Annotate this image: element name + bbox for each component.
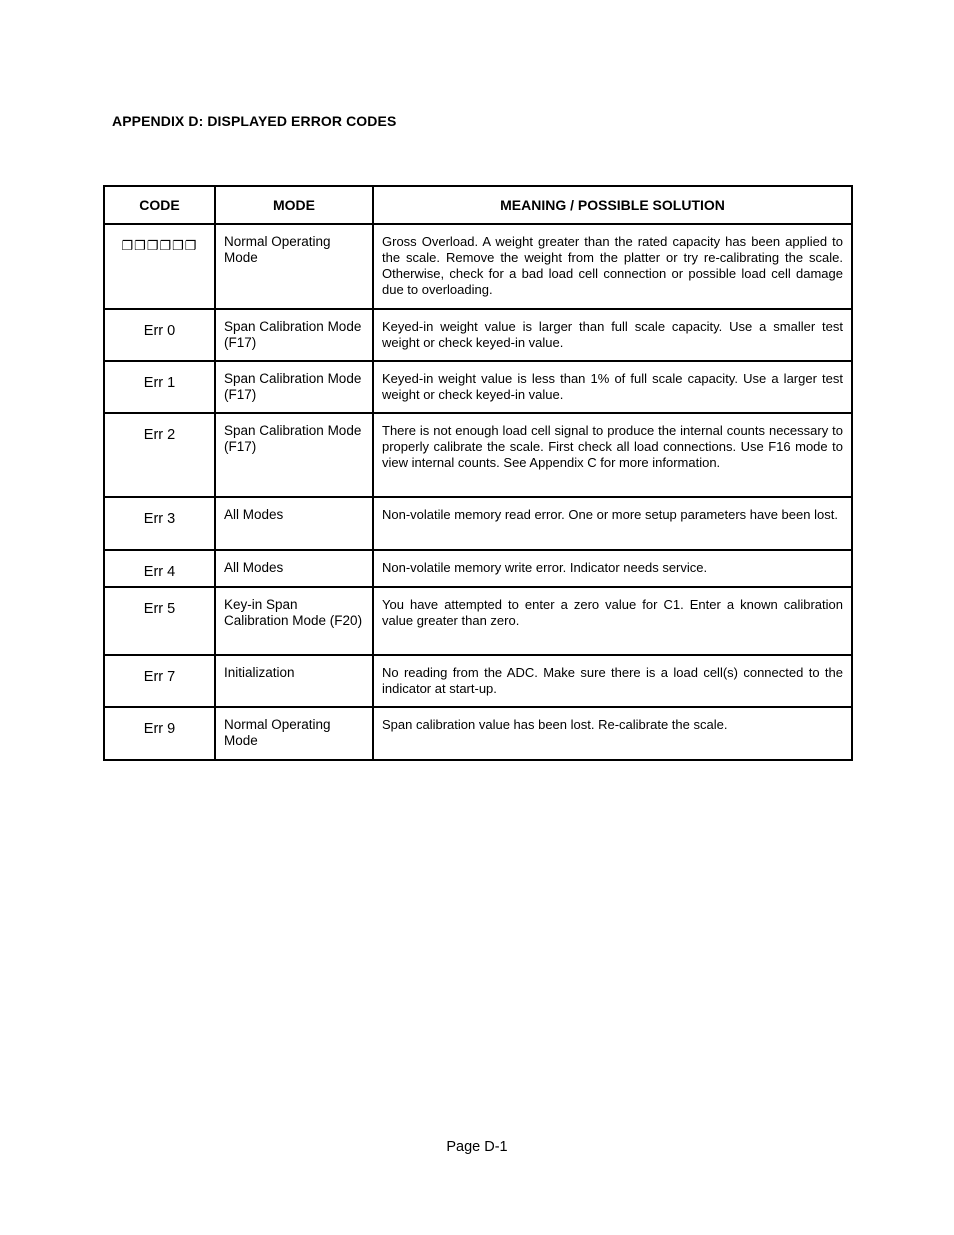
table-row — [104, 309, 852, 361]
code-cell: Err 1 — [104, 361, 215, 413]
header-code: CODE — [104, 186, 215, 224]
mode-cell: Key-in Span Calibration Mode (F20) — [215, 587, 373, 655]
meaning-cell: Non-volatile memory read error. One or more setup parameters have been lost. — [373, 497, 852, 550]
mode-cell: All Modes — [215, 497, 373, 550]
code-cell: Err 4 — [104, 550, 215, 587]
meaning-cell: Non-volatile memory write error. Indicator needs service. — [373, 550, 852, 587]
code-cell: Err 0 — [104, 309, 215, 361]
code-cell: Err 5 — [104, 587, 215, 655]
meaning-cell: No reading from the ADC. Make sure there is a load cell(s) connected to the indicator at start-up. — [373, 655, 852, 707]
table-row — [104, 224, 852, 309]
error-codes-table — [103, 185, 853, 761]
code-cell: Err 7 — [104, 655, 215, 707]
table-row — [104, 655, 852, 707]
table-row — [104, 361, 852, 413]
code-cell — [104, 224, 215, 309]
table-row — [104, 413, 852, 497]
header-meaning: MEANING / POSSIBLE SOLUTION — [373, 186, 852, 224]
table-row — [104, 550, 852, 587]
table-row — [104, 497, 852, 550]
mode-cell: All Modes — [215, 550, 373, 587]
meaning-cell: Keyed-in weight value is larger than full scale capacity. Use a smaller test weight or check keyed-in value. — [373, 309, 852, 361]
mode-cell: Normal Operating Mode — [215, 224, 373, 309]
mode-cell: Span Calibration Mode (F17) — [215, 413, 373, 497]
meaning-cell: You have attempted to enter a zero value for C1. Enter a known calibration value greater than zero. — [373, 587, 852, 655]
page-title: APPENDIX D: DISPLAYED ERROR CODES — [112, 113, 397, 129]
mode-cell: Span Calibration Mode (F17) — [215, 309, 373, 361]
mode-cell: Normal Operating Mode — [215, 707, 373, 760]
mode-cell: Span Calibration Mode (F17) — [215, 361, 373, 413]
page-number: Page D-1 — [446, 1139, 508, 1155]
code-cell: Err 3 — [104, 497, 215, 550]
table-header-row — [104, 186, 852, 224]
overload-display-icon: ❐❐❐❐❐❐ — [121, 238, 198, 253]
table-row — [104, 587, 852, 655]
table-row — [104, 707, 852, 760]
meaning-cell: Gross Overload. A weight greater than the rated capacity has been applied to the scale. Remove the weight from the platter or try re-calibrating the scale. Otherwise, check for a bad load cell connection or possible load cell damage due to overloading. — [373, 224, 852, 309]
header-mode: MODE — [215, 186, 373, 224]
mode-cell: Initialization — [215, 655, 373, 707]
meaning-cell: Span calibration value has been lost. Re-calibrate the scale. — [373, 707, 852, 760]
code-cell: Err 2 — [104, 413, 215, 497]
code-cell: Err 9 — [104, 707, 215, 760]
meaning-cell: There is not enough load cell signal to produce the internal counts necessary to properly calibrate the scale. First check all load connections. Use F16 mode to view internal counts. See Appendix C for more information. — [373, 413, 852, 497]
meaning-cell: Keyed-in weight value is less than 1% of full scale capacity. Use a larger test weight or check keyed-in value. — [373, 361, 852, 413]
